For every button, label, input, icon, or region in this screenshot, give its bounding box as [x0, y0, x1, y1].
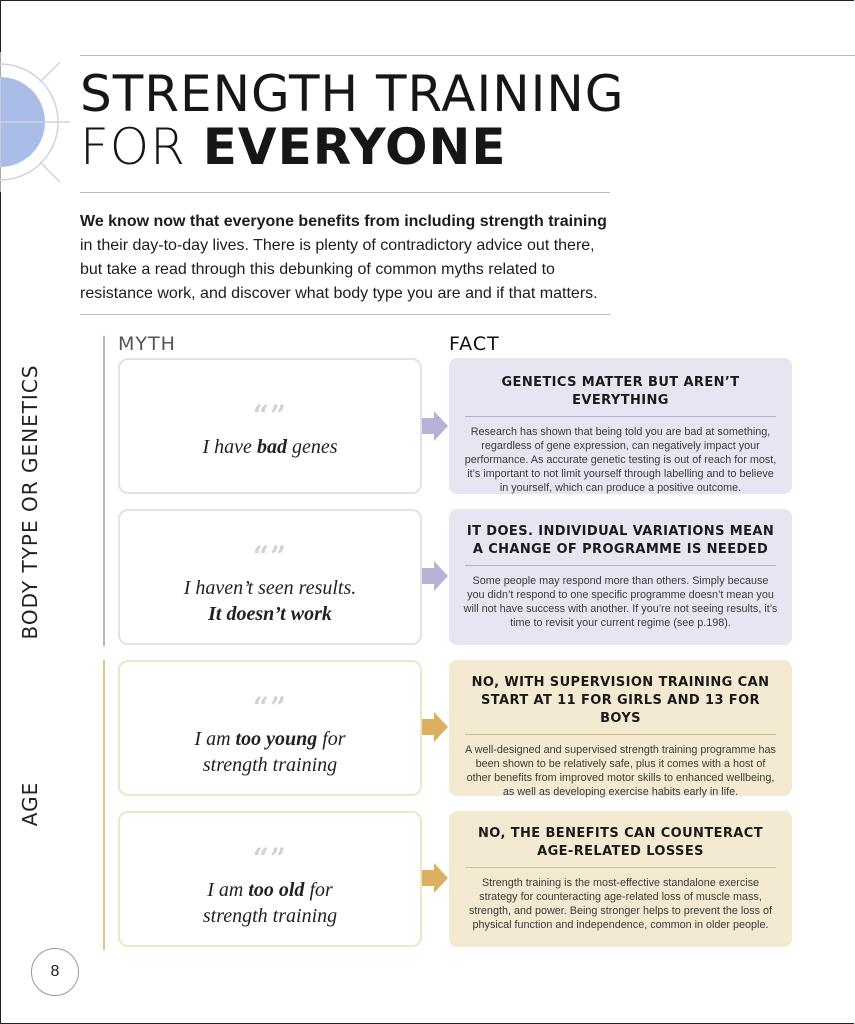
- fact-card: [449, 358, 792, 494]
- fact-card: [449, 811, 792, 947]
- fact-card: [449, 660, 792, 796]
- arrow-right-icon: [422, 863, 448, 893]
- fact-heading: NO, WITH SUPERVISION TRAINING CAN START AT 11 FOR GIRLS AND 13 FOR BOYS: [471, 675, 770, 726]
- quote-icon: “”: [252, 399, 288, 432]
- quote-icon: “”: [252, 691, 288, 724]
- title-light-word: FOR: [80, 118, 186, 176]
- myth-card: [118, 660, 422, 796]
- fact-body: Some people may respond more than others. Simply because you didn’t respond to one specific programme doesn’t mean you will not have success with another. If you’re not seeing results, it’s time to revisit your current regime (see p.198).: [463, 575, 778, 629]
- fact-heading: IT DOES. INDIVIDUAL VARIATIONS MEAN A CHANGE OF PROGRAMME IS NEEDED: [466, 524, 775, 557]
- title-line-2: [80, 118, 506, 176]
- fact-body: Research has shown that being told you are bad at something, regardless of gene expression, can negatively impact your performance. As accurate genetic testing is out of reach for most, it’s important to not limit yourself through labelling and to believe in yourself, which can produce a positive outcome.: [464, 426, 777, 494]
- quote-icon: “”: [252, 540, 288, 573]
- intro-bold: We know now that everyone benefits from including strength training: [80, 213, 607, 230]
- page-title: [80, 65, 625, 176]
- myth-text: I am too young for strength training: [194, 728, 346, 776]
- fact-body: Strength training is the most-effective standalone exercise strategy for counteracting age-related loss of muscle mass, strength, and power. Being stronger helps to prevent the loss of physical function and independence, common in older people.: [468, 877, 773, 931]
- title-bold-word: EVERYONE: [202, 118, 507, 176]
- arrow-right-icon: [422, 712, 448, 742]
- section-line-age: [103, 660, 105, 950]
- page-number: 8: [31, 948, 79, 996]
- section-line-genetics: [103, 336, 105, 646]
- arrow-right-icon: [422, 561, 448, 591]
- decorative-circle-icon: [0, 52, 70, 192]
- intro-paragraph: [80, 210, 620, 306]
- myth-column-heading: MYTH: [118, 333, 176, 355]
- arrow-right-icon: [422, 411, 448, 441]
- title-line-1: STRENGTH TRAINING: [80, 65, 625, 123]
- fact-divider: [465, 565, 776, 566]
- myth-text: I have bad genes: [202, 436, 338, 458]
- fact-heading: NO, THE BENEFITS CAN COUNTERACT AGE-RELATED LOSSES: [478, 826, 763, 859]
- fact-divider: [465, 416, 776, 417]
- myth-card: [118, 358, 422, 494]
- section-label-genetics: BODY TYPE OR GENETICS: [18, 364, 42, 640]
- fact-divider: [465, 867, 776, 868]
- myth-card: [118, 509, 422, 645]
- myth-card: [118, 811, 422, 947]
- fact-heading: GENETICS MATTER BUT AREN’T EVERYTHING: [501, 375, 740, 408]
- intro-rule: [80, 314, 610, 315]
- fact-card: [449, 509, 792, 645]
- fact-column-heading: FACT: [449, 333, 500, 355]
- myth-text: I haven’t seen results. It doesn’t work: [183, 577, 357, 625]
- title-rule: [80, 192, 610, 193]
- fact-body: A well-designed and supervised strength training programme has been shown to be relatively safe, plus it comes with a host of other benefits from improved motor skills to enhanced wellbeing, as well as developing exercise habits early in life.: [465, 744, 776, 798]
- fact-divider: [465, 734, 776, 735]
- section-label-age: AGE: [18, 781, 42, 827]
- intro-rest: in their day-to-day lives. There is plenty of contradictory advice out there, but take a read through this debunking of common myths related to resistance work, and discover what body type you are and if that matters.: [80, 237, 598, 302]
- top-rule: [80, 55, 855, 56]
- myth-text: I am too old for strength training: [202, 879, 338, 927]
- quote-icon: “”: [252, 842, 288, 875]
